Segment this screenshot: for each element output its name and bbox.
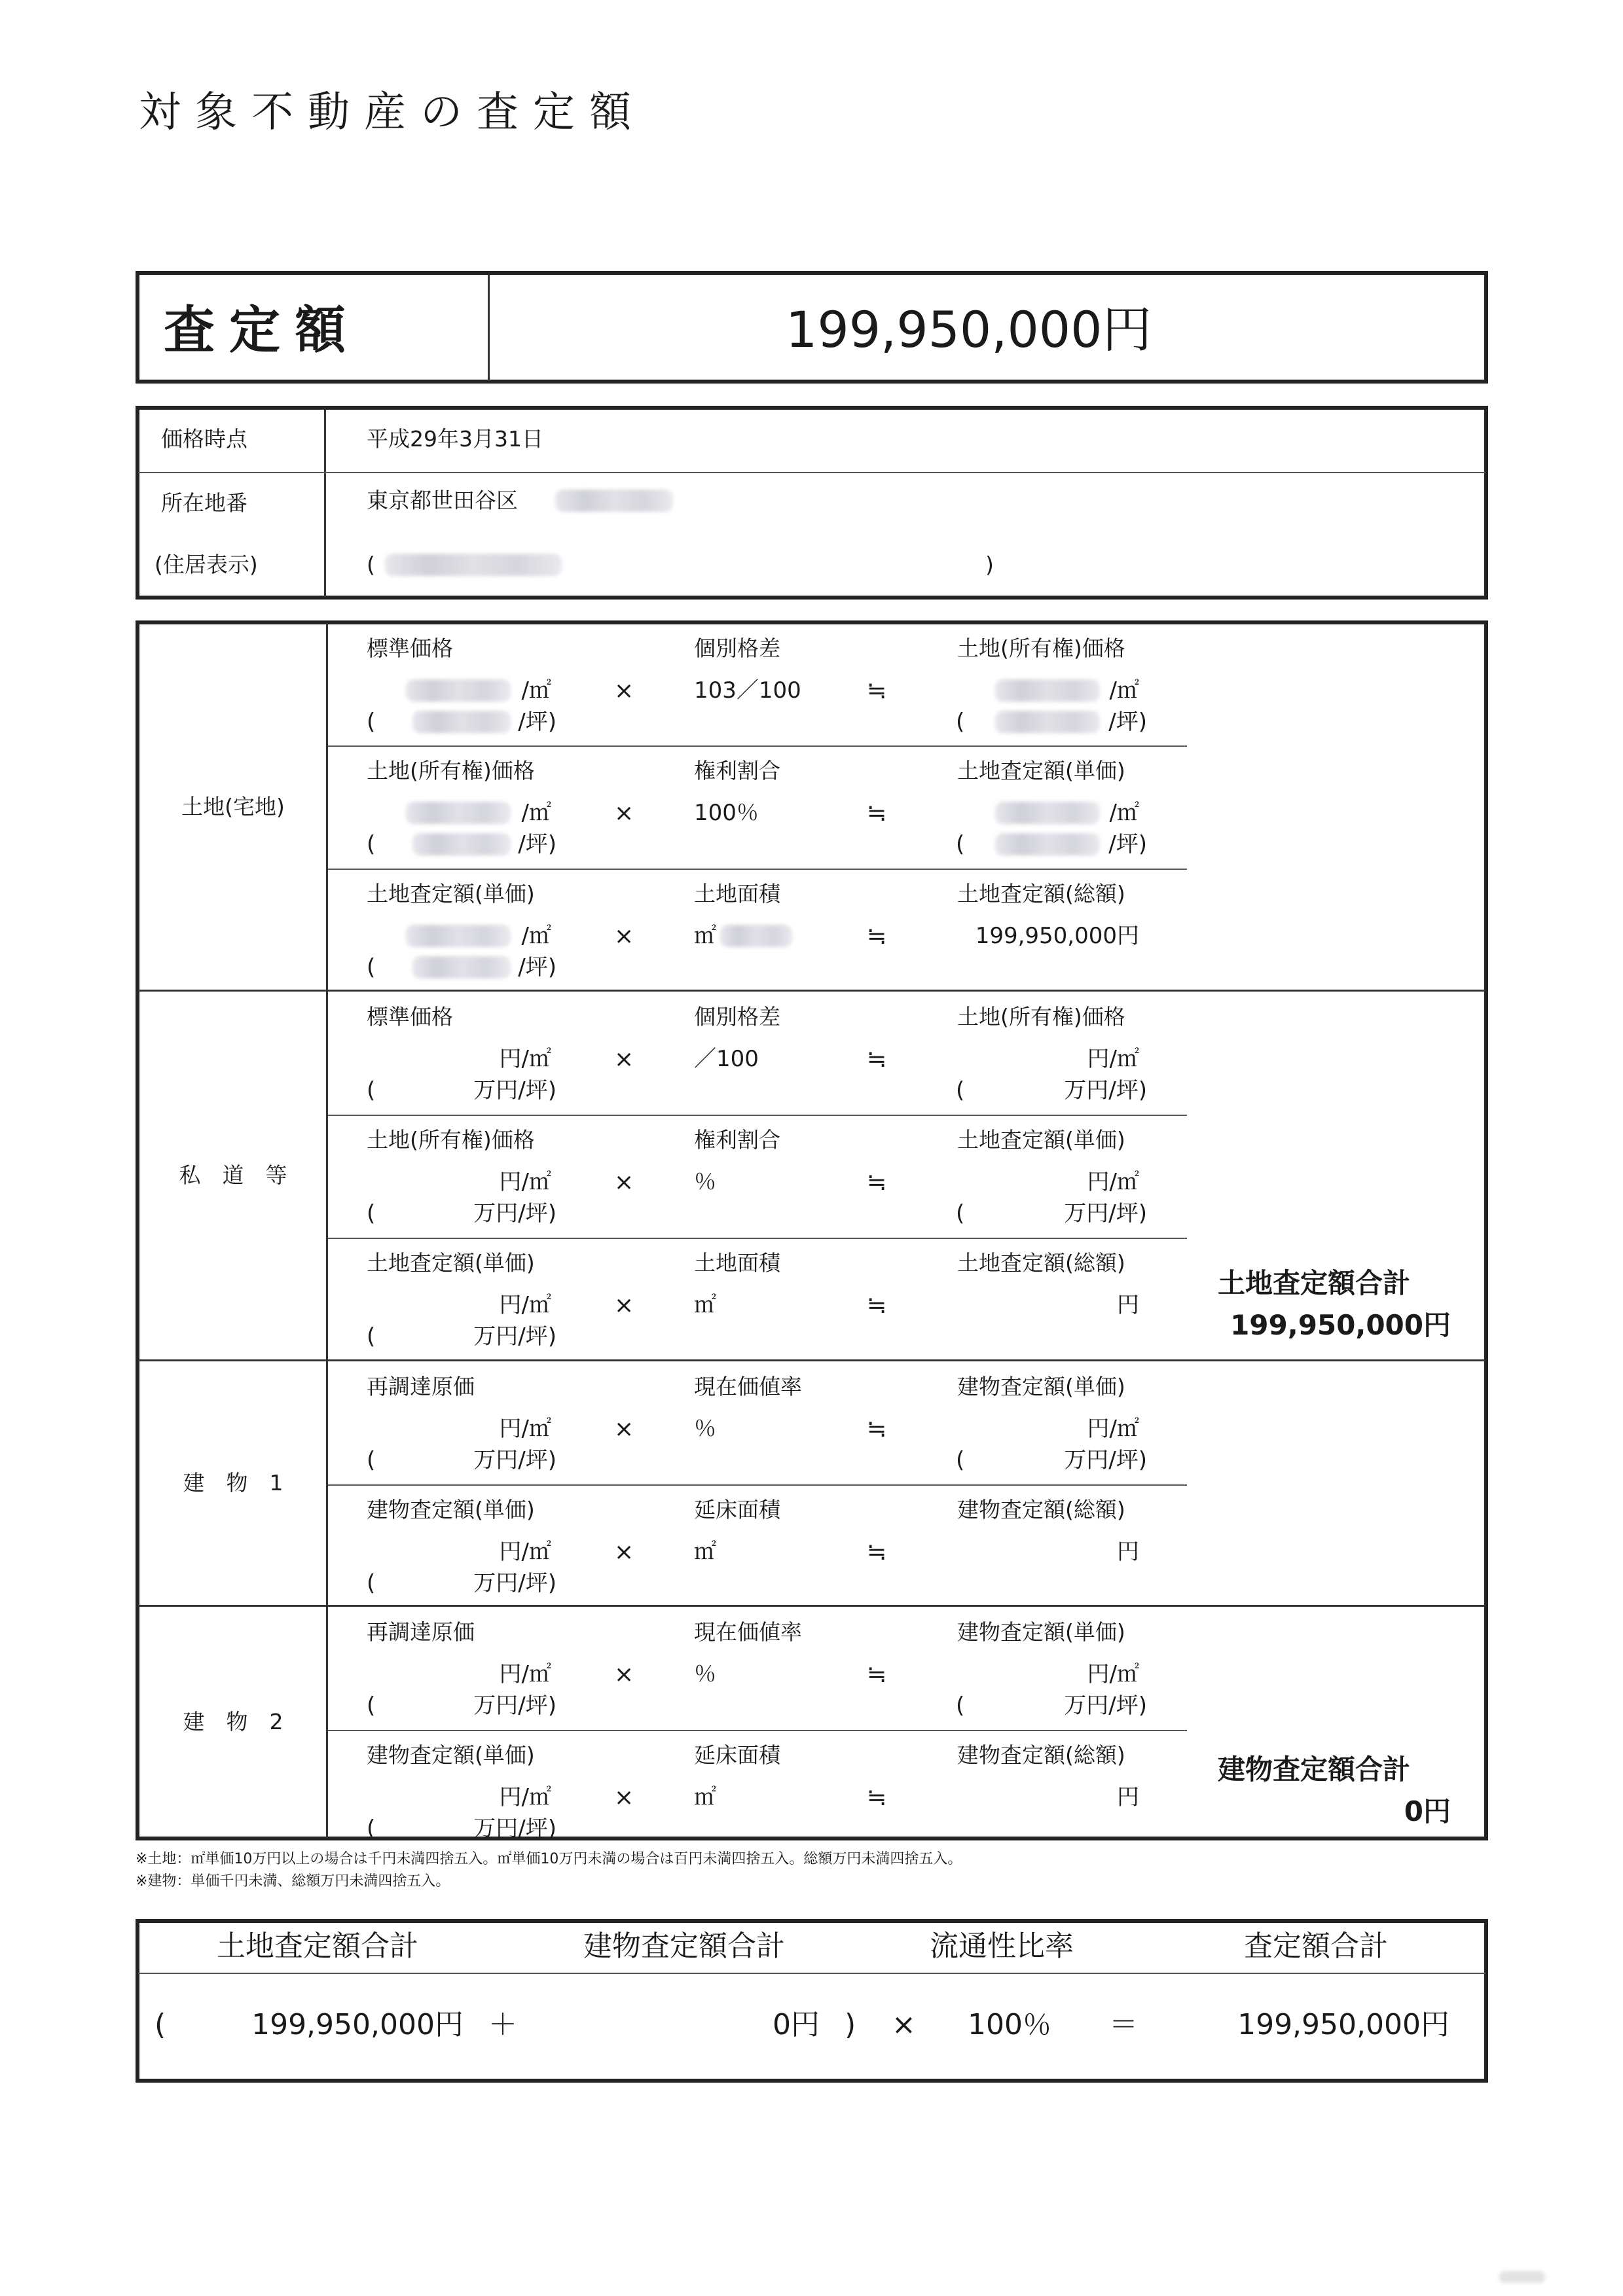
header-factor: 延床面積 — [694, 1742, 780, 1768]
header-factor: 現在価値率 — [694, 1619, 802, 1645]
base-unit-sqm: 円/㎡ — [499, 1661, 551, 1687]
result-unit-sqm: 円/㎡ — [1087, 1416, 1139, 1442]
header-result: 土地査定額(総額) — [957, 881, 1125, 906]
result-unit-tsubo: /坪) — [1108, 831, 1147, 857]
final-times-sign: × — [892, 2008, 916, 2041]
result-unit-tsubo: 万円/坪) — [1064, 1077, 1147, 1103]
result-unit-sqm: 円 — [1117, 1292, 1139, 1318]
section-divider — [138, 990, 1486, 992]
final-open-paren: ( — [155, 2008, 166, 2041]
multiply-sign: × — [614, 1661, 634, 1688]
summary-amount: 199,950,000円 — [786, 300, 1152, 359]
multiply-sign: × — [614, 1539, 634, 1566]
base-open-paren: ( — [367, 1570, 376, 1596]
header-factor: 個別格差 — [694, 1004, 780, 1030]
header-result: 建物査定額(単価) — [957, 1374, 1125, 1399]
result-unit-tsubo: 万円/坪) — [1064, 1200, 1147, 1227]
result-open-paren: ( — [956, 1693, 965, 1719]
factor-value: ㎡ — [694, 1292, 716, 1318]
base-unit-tsubo: /坪) — [518, 831, 556, 857]
result-unit-tsubo: /坪) — [1108, 709, 1147, 735]
section-divider — [138, 1359, 1486, 1361]
base-unit-tsubo: 万円/坪) — [473, 1816, 556, 1842]
multiply-sign: × — [614, 1169, 634, 1196]
base-open-paren: ( — [367, 1693, 376, 1719]
multiply-sign: × — [614, 800, 634, 827]
base-open-paren: ( — [367, 1200, 376, 1227]
row-divider — [328, 1115, 1187, 1116]
base-unit-sqm: 円/㎡ — [499, 1416, 551, 1442]
redacted-result-tsubo — [995, 711, 1100, 733]
header-factor: 権利割合 — [694, 758, 780, 783]
calculation-table — [136, 620, 1488, 1840]
final-building-amount: 0円 — [773, 2008, 820, 2041]
residence-label: (住居表示) — [155, 552, 258, 577]
multiply-sign: × — [614, 1046, 634, 1073]
building-total-label: 建物査定額合計 — [1218, 1753, 1411, 1785]
section-label: 土地(宅地) — [181, 793, 285, 819]
base-unit-tsubo: 万円/坪) — [473, 1693, 556, 1719]
factor-value: ㎡ — [694, 923, 716, 949]
redacted-base-sqm — [406, 925, 511, 947]
redacted-residence — [385, 554, 562, 576]
redacted-area — [720, 925, 792, 947]
result-open-paren: ( — [956, 831, 965, 857]
header-factor: 土地面積 — [694, 881, 780, 906]
result-unit-sqm: /㎡ — [1109, 800, 1139, 826]
base-unit-sqm: 円/㎡ — [499, 1292, 551, 1318]
result-unit-sqm: 円 — [1117, 1539, 1139, 1565]
location-value: 東京都世田谷区 — [367, 488, 518, 513]
header-base: 建物査定額(単価) — [367, 1497, 535, 1522]
header-base: 土地(所有権)価格 — [367, 1127, 535, 1153]
base-unit-tsubo: 万円/坪) — [473, 1570, 556, 1596]
final-header-land: 土地査定額合計 — [217, 1929, 418, 1963]
section-label: 私 道 等 — [179, 1162, 287, 1188]
price-date-value: 平成29年3月31日 — [367, 426, 543, 452]
base-unit-tsubo: 万円/坪) — [473, 1200, 556, 1227]
multiply-sign: × — [614, 677, 634, 704]
result-open-paren: ( — [956, 1077, 965, 1103]
land-total-label: 土地査定額合計 — [1218, 1267, 1411, 1299]
approx-equal-sign: ≒ — [867, 677, 887, 704]
redacted-base-sqm — [406, 802, 511, 824]
base-open-paren: ( — [367, 1447, 376, 1473]
row-divider — [328, 745, 1187, 747]
row-divider — [328, 1484, 1187, 1486]
redacted-result-sqm — [995, 802, 1100, 824]
base-unit-tsubo: 万円/坪) — [473, 1077, 556, 1103]
base-unit-sqm: 円/㎡ — [499, 1539, 551, 1565]
final-header-building: 建物査定額合計 — [583, 1929, 785, 1963]
header-base: 建物査定額(単価) — [367, 1742, 535, 1768]
factor-value: ㎡ — [694, 1539, 716, 1565]
header-result: 土地(所有権)価格 — [957, 636, 1125, 661]
header-base: 土地査定額(単価) — [367, 881, 535, 906]
header-result: 建物査定額(単価) — [957, 1619, 1125, 1645]
approx-equal-sign: ≒ — [867, 1661, 887, 1688]
multiply-sign: × — [614, 1416, 634, 1443]
base-unit-sqm: /㎡ — [521, 800, 551, 826]
multiply-sign: × — [614, 1292, 634, 1319]
result-unit-sqm: /㎡ — [1109, 677, 1139, 704]
header-base: 再調達原価 — [367, 1619, 475, 1645]
factor-value: ％ — [694, 1416, 716, 1442]
result-open-paren: ( — [956, 1447, 965, 1473]
base-open-paren: ( — [367, 709, 376, 735]
final-close-paren: ) — [845, 2008, 856, 2041]
row-divider — [328, 869, 1187, 870]
header-base: 土地(所有権)価格 — [367, 758, 535, 783]
factor-value: 103／100 — [694, 677, 801, 704]
header-factor: 現在価値率 — [694, 1374, 802, 1399]
factor-value: ％ — [694, 1169, 716, 1195]
base-unit-tsubo: 万円/坪) — [473, 1447, 556, 1473]
result-unit-sqm: 円 — [1117, 1784, 1139, 1810]
header-result: 建物査定額(総額) — [957, 1497, 1125, 1522]
redacted-base-sqm — [406, 679, 511, 702]
approx-equal-sign: ≒ — [867, 923, 887, 950]
header-result: 土地査定額(総額) — [957, 1250, 1125, 1276]
base-open-paren: ( — [367, 1816, 376, 1842]
base-unit-tsubo: 万円/坪) — [473, 1323, 556, 1350]
base-unit-tsubo: /坪) — [518, 709, 556, 735]
approx-equal-sign: ≒ — [867, 1416, 887, 1443]
residence-open-paren: ( — [367, 552, 375, 577]
final-header-total: 査定額合計 — [1244, 1929, 1388, 1963]
header-base: 再調達原価 — [367, 1374, 475, 1399]
section-divider — [138, 1605, 1486, 1607]
final-header-ratio: 流通性比率 — [930, 1929, 1074, 1963]
base-unit-sqm: /㎡ — [521, 923, 551, 949]
result-unit-sqm: 円/㎡ — [1087, 1169, 1139, 1195]
approx-equal-sign: ≒ — [867, 800, 887, 827]
redacted-result-tsubo — [995, 833, 1100, 855]
approx-equal-sign: ≒ — [867, 1784, 887, 1811]
base-unit-sqm: 円/㎡ — [499, 1784, 551, 1810]
note-building: ※建物：単価千円未満、総額万円未満四捨五入。 — [136, 1873, 450, 1890]
row-divider — [328, 1730, 1187, 1731]
header-base: 土地査定額(単価) — [367, 1250, 535, 1276]
multiply-sign: × — [614, 923, 634, 950]
approx-equal-sign: ≒ — [867, 1539, 887, 1566]
result-unit-sqm: 円/㎡ — [1087, 1661, 1139, 1687]
header-result: 土地査定額(単価) — [957, 758, 1125, 783]
factor-value: 100％ — [694, 800, 759, 826]
note-land: ※土地：㎡単価10万円以上の場合は千円未満四捨五入。㎡単価10万円未満の場合は百円未満四捨五入。総額万円未満四捨五入。 — [136, 1851, 962, 1867]
row-divider — [328, 1238, 1187, 1239]
base-open-paren: ( — [367, 1077, 376, 1103]
header-base: 標準価格 — [367, 1004, 453, 1030]
base-open-paren: ( — [367, 1323, 376, 1350]
multiply-sign: × — [614, 1784, 634, 1811]
base-unit-tsubo: /坪) — [518, 954, 556, 980]
section-label: 建 物 1 — [183, 1469, 283, 1496]
approx-equal-sign: ≒ — [867, 1046, 887, 1073]
section-label: 建 物 2 — [183, 1708, 283, 1734]
property-info-box — [136, 406, 1488, 600]
result-unit-tsubo: 万円/坪) — [1064, 1447, 1147, 1473]
base-unit-sqm: 円/㎡ — [499, 1169, 551, 1195]
header-factor: 土地面積 — [694, 1250, 780, 1276]
redacted-base-tsubo — [412, 833, 511, 855]
land-total-value: 199,950,000円 — [1230, 1309, 1451, 1341]
price-date-label: 価格時点 — [161, 426, 247, 452]
factor-value: ％ — [694, 1661, 716, 1687]
location-label: 所在地番 — [161, 490, 247, 516]
redacted-location — [555, 490, 673, 512]
factor-value: ㎡ — [694, 1784, 716, 1810]
base-open-paren: ( — [367, 831, 376, 857]
redacted-result-sqm — [995, 679, 1100, 702]
header-factor: 延床面積 — [694, 1497, 780, 1522]
header-result: 土地査定額(単価) — [957, 1127, 1125, 1153]
final-total-amount: 199,950,000円 — [1237, 2008, 1450, 2041]
final-plus-sign: ＋ — [488, 2008, 517, 2041]
header-base: 標準価格 — [367, 636, 453, 661]
result-open-paren: ( — [956, 1200, 965, 1227]
approx-equal-sign: ≒ — [867, 1292, 887, 1319]
approx-equal-sign: ≒ — [867, 1169, 887, 1196]
redacted-base-tsubo — [412, 711, 511, 733]
final-equals-sign: ＝ — [1109, 2008, 1138, 2041]
page-title: 対象不動産の査定額 — [139, 88, 646, 137]
final-ratio: 100％ — [968, 2008, 1051, 2041]
result-unit-sqm: 円/㎡ — [1087, 1046, 1139, 1072]
header-result: 建物査定額(総額) — [957, 1742, 1125, 1768]
result-unit-tsubo: 万円/坪) — [1064, 1693, 1147, 1719]
summary-label: 査定額 — [164, 301, 361, 360]
base-open-paren: ( — [367, 954, 376, 980]
header-result: 土地(所有権)価格 — [957, 1004, 1125, 1030]
residence-close-paren: ) — [985, 552, 994, 577]
page-number-mark — [1499, 2271, 1545, 2283]
factor-value: ／100 — [694, 1046, 759, 1072]
base-unit-sqm: /㎡ — [521, 677, 551, 704]
building-total-value: 0円 — [1404, 1795, 1451, 1827]
header-factor: 個別格差 — [694, 636, 780, 661]
result-unit-sqm: 199,950,000円 — [975, 923, 1139, 949]
redacted-base-tsubo — [412, 956, 511, 978]
base-unit-sqm: 円/㎡ — [499, 1046, 551, 1072]
header-factor: 権利割合 — [694, 1127, 780, 1153]
result-open-paren: ( — [956, 709, 965, 735]
final-land-amount: 199,950,000円 — [251, 2008, 464, 2041]
